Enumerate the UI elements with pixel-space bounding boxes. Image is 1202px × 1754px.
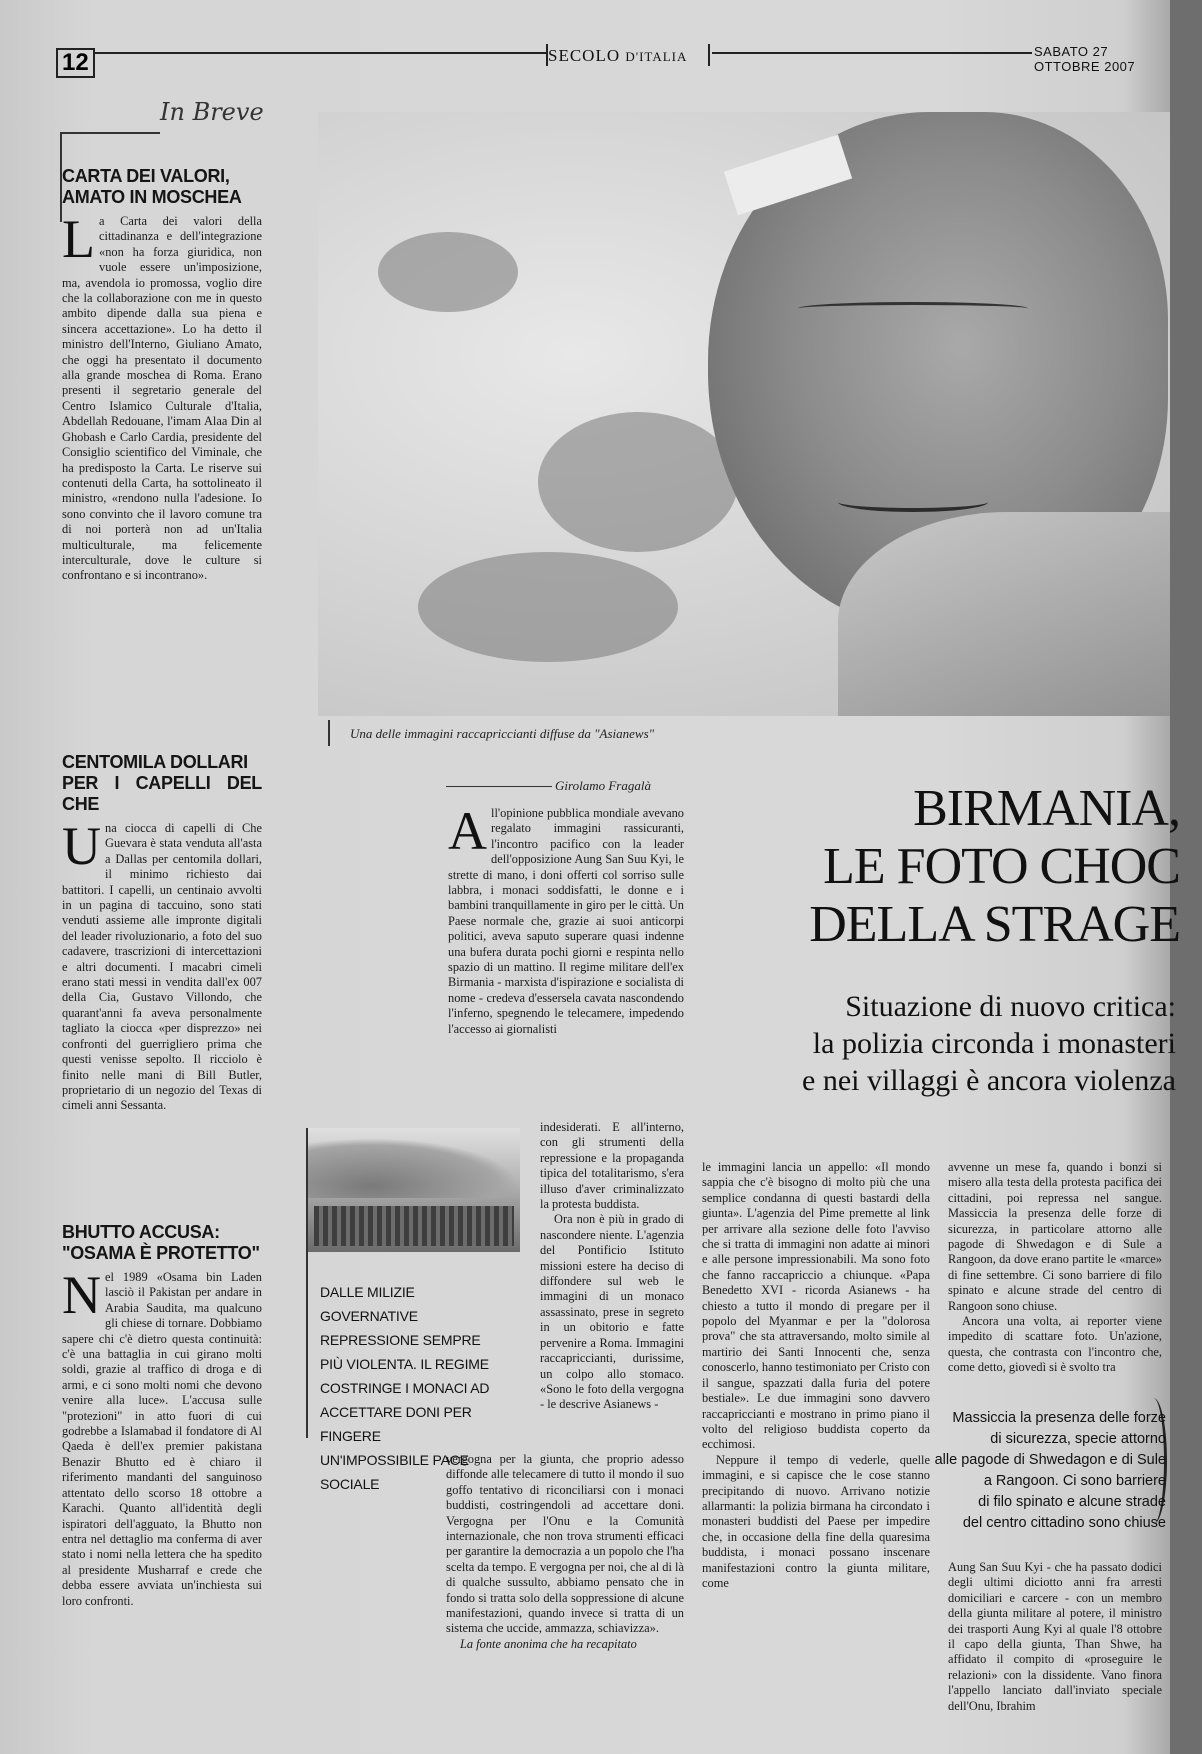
- pull-quote-line: di filo spinato e alcune strade: [978, 1494, 1166, 1510]
- brief-title-line: BHUTTO ACCUSA:: [62, 1222, 220, 1242]
- pull-quote-left: [320, 1280, 516, 1496]
- brief-title-line: AMATO IN MOSCHEA: [62, 187, 242, 207]
- masthead-name: SECOLO: [548, 46, 621, 65]
- header-rule-right: [712, 52, 1032, 54]
- brief-body: [62, 1265, 262, 1609]
- section-label: In Breve: [160, 98, 264, 126]
- article-column-3b: [948, 1560, 1162, 1714]
- headline: [690, 780, 1180, 954]
- photo-shoulder: [838, 512, 1170, 716]
- page-number: 12: [56, 48, 95, 78]
- pull-quote-line: a Rangoon. Ci sono barriere: [983, 1473, 1166, 1489]
- subheadline-line: la polizia circonda i monasteri: [812, 1027, 1176, 1060]
- brief-title: [62, 752, 262, 815]
- pull-quote-line: COSTRINGE I MONACI AD: [320, 1380, 490, 1396]
- pull-quote-line: Massiccia la presenza delle forze: [952, 1410, 1166, 1426]
- photo-trees: [308, 1138, 520, 1198]
- pull-quote-line: alle pagode di Shwedagon e di Sule: [934, 1452, 1166, 1468]
- brief-title-line: PER I CAPELLI DEL CHE: [62, 773, 262, 814]
- header-rule-left: [94, 52, 546, 54]
- brief-text: na ciocca di capelli di Che Guevara è stata venduta all'asta a Dallas per centomila dollari, il minimo richiesto dai battitori. I capelli, un centinaio avvolti in un pagina di taccuino, sono stati venduti assieme alle impronte digitali del leader rivoluzionario, a foto del suo cadavere, trascrizioni di intercettazioni e altri documenti. I macabri cimeli erano stati messi in vendita dall'ex 007 della Cia, Gustavo Villondo, che quarant'anni fa aveva personalmente tagliato la ciocca «per disprezzo» nei confronti del guerrigliero prima che questi venisse sepolto. Il ricciolo è finito nelle mani di Bill Butler, proprietario di un negozio del Texas di cimeli anni Sessanta.: [62, 821, 262, 1113]
- brief-capelli-del-che: [62, 752, 262, 1114]
- article-text: Aung San Suu Kyi - che ha passato dodici degli ultimi diciotto anni fra arresti domiciliari e carcere - con un membro della giunta militare al potere, il ministro dei trasporti Aung Kyi al quale l'8 ottobre il capo della giunta, Than Shwe, ha affidato il compito di «proseguire le relazioni» con la dissidente. Vano finora l'appello lanciato dall'inviato speciale dell'Onu, Ibrahim: [948, 1560, 1162, 1713]
- drop-cap: U: [62, 816, 101, 876]
- photo-caption: Una delle immagini raccapriccianti diffuse da "Asianews": [350, 726, 655, 741]
- brief-title: [62, 1222, 262, 1264]
- drop-cap: A: [448, 801, 487, 861]
- headline-line: BIRMANIA,: [913, 780, 1180, 837]
- main-photo: [318, 112, 1170, 716]
- brief-title-line: CARTA DEI VALORI,: [62, 166, 230, 186]
- subheadline-line: Situazione di nuovo critica:: [845, 990, 1176, 1023]
- headline-line: DELLA STRAGE: [809, 896, 1180, 953]
- issue-date: SABATO 27 OTTOBRE 2007: [1034, 44, 1136, 74]
- article-column-1b: [540, 1120, 684, 1413]
- brief-text: a Carta dei valori della cittadinanza e dell'integrazione «non ha forza giuridica, non vuole essere un'imposizione, ma, avendola io promossa, voglio dire che la collaborazione con me in questo ambito dipende dalla sua piena e sincera accettazione». Lo ha detto il ministro dell'Interno, Giuliano Amato, che oggi ha presentato il documento alla grande moschea di Roma. Erano presenti il segretario generale del Centro Islamico Culturale d'Italia, Abdellah Redouane, l'imam Alaa Din al Ghobash e Carlo Cardia, presidente del Consiglio scientifico del Viminale, che ha predisposto la Carta. Le riserve sui contenuti della Carta, ha sottolineato il ministro, «rendono nulla l'adesione. Io sono convinto che il lavoro comune tra di noi porterà non ad un'Italia multiculturale, ma felicemente interculturale, dove le culture si confrontano e si incontrano».: [62, 214, 262, 583]
- article-column-3: [948, 1160, 1162, 1376]
- article-text: Ancora una volta, ai reporter viene impedito di scattare foto. Un'azione, questa, che contrasta con l'incontro che, come detto, giovedì si è svolto tra: [948, 1314, 1162, 1375]
- brief-title: [62, 166, 262, 208]
- article-column-1a: [448, 801, 684, 1037]
- article-text: Ora non è più in grado di nascondere niente. L'agenzia del Pontificio Istituto missioni estere ha deciso di diffondere sul web le immagini di un monaco assassinato, prese in segreto in un obitorio e fatte pervenire a Roma. Immagini raccapriccianti, durissime, un colpo allo stomaco. «Sono le foto della vergogna - le descrive Asianews -: [540, 1212, 684, 1412]
- byline-rule: [446, 786, 552, 787]
- soldiers-photo: [308, 1128, 520, 1252]
- article-text: vergogna per la giunta, che proprio adesso diffonde alle telecamere di tutto il mondo il suo goffo tentativo di riconciliarsi con i monaci buddisti, costringendoli ad accettare doni. Vergogna per l'Onu e la Comunità internazionale, che non trova strumenti efficaci per garantire la democrazia a un popolo che l'ha scelta da tempo. E vergogna per noi, che al di là di qualche sussulto, abbiamo pensato che in fondo si tratta solo della soppressione di alcune manifestazioni, quando invece si tratta di un sistema che uccide, ammazza, schiavizza».: [446, 1452, 684, 1636]
- drop-cap: L: [62, 209, 95, 269]
- headline-line: LE FOTO CHOC: [823, 838, 1180, 895]
- masthead: [548, 46, 687, 66]
- pull-quote-line: REPRESSIONE SEMPRE: [320, 1332, 481, 1348]
- brief-title-line: "OSAMA È PROTETTO": [62, 1243, 260, 1263]
- article-text: Neppure il tempo di vederle, quelle immagini, e si capisce che le cose stanno precipitando di nuovo. Arrivano notizie allarmanti: la polizia birmana ha circondato i monasteri buddisti del Paese per impedire che, in occasione della fine della quaresima buddista, i monaci possano inscenare manifestazioni contro la giunta militare, come: [702, 1452, 930, 1590]
- brief-bhutto: [62, 1222, 262, 1609]
- pull-quote-line: PIÙ VIOLENTA. IL REGIME: [320, 1356, 489, 1372]
- article-text: La fonte anonima che ha recapitato: [460, 1636, 637, 1651]
- article-text: avvenne un mese fa, quando i bonzi si misero alla testa della protesta pacifica dei cittadini, poi repressa nel sangue. Massiccia la presenza delle forze di sicurezza, in particolare attorno alle pagode di Shwedagon e di Sule a Rangoon, da dove erano partite le «marce» di fine settembre. Ci sono barriere di filo spinato e alcune strade del centro di Rangoon sono chiuse.: [948, 1160, 1162, 1313]
- article-text: ll'opinione pubblica mondiale avevano regalato immagini rassicuranti, l'incontro pacifico con la leader dell'opposizione Aung San Suu Kyi, le strette di mano, i doni offerti col sorriso sulle labbra, i monaci soddisfatti, le donne e i bambini tranquillamente in giro per le città. Un Paese normale che, grazie ai suoi anticorpi politici, aveva saputo superare quasi indenne una bufera durata pochi giorni e respinta nello spazio di un mattino. Il regime militare dell'ex Birmania - marxista d'ispirazione e socialista di nome - credeva d'essersela cavata nascondendo l'inferno, spegnendo le telecamere, impedendo l'accesso ai giornalisti: [448, 806, 684, 1036]
- masthead-name-suffix: D'ITALIA: [625, 49, 688, 64]
- article-text: le immagini lancia un appello: «Il mondo sappia che c'è bisogno di molto più che una semplice condanna di questi bastardi della giunta». L'agenzia del Pime premette al link per arrivare alla sezione delle foto l'avviso che si tratta di immagini non adatte ai minori e alle persone impressionabili. Ma sono foto che fanno raccapriccio a chiunque. «Papa Benedetto XVI - ricorda Asianews - ha chiesto a tutto il mondo di pregare per il popolo del Myanmar e per la "dolorosa prova" che sta attraversando, molto simile al martirio dei Santi Innocenti che, senza conoscerlo, hanno testimoniato per Cristo con il sangue, spazzati dalla furia del potere bestiale». Le due immagini sono davvero raccapriccianti e mostrano in primo piano il volto del religioso buddista coperto da ecchimosi.: [702, 1160, 930, 1452]
- brief-carta-dei-valori: [62, 166, 262, 584]
- photo-shade: [538, 412, 738, 552]
- caption-rule: [328, 720, 330, 746]
- pull-quote-line: di sicurezza, specie attorno: [990, 1431, 1166, 1447]
- pull-quote-line: ACCETTARE DONI PER FINGERE: [320, 1404, 472, 1444]
- brief-body: [62, 209, 262, 584]
- brief-text: el 1989 «Osama bin Laden lasciò il Pakistan per andare in Arabia Saudita, ma qualcuno gli chiese di tornare. Dobbiamo sapere chi c'è dietro questa continuità: c'è una battaglia in cui girano molti soldi, grazie al traffico di droga e di armi, e ci sono molti nomi che devono venire alla luce». L'accusa sulle "protezioni" in atto fuori di cui godrebbe a Islamabad il fondatore di Al Qaeda è dell'ex premier pakistana Benazir Bhutto ed è chiaro il riferimento mandanti del sanguinoso attentato dello scorso 18 ottobre a Karachi. Quanto all'identità degli ispiratori dell'agguato, la Bhutto non entra nel dettaglio ma conferma di aver stato i nomi nella lettera che ha spedito al presidente Musharraf e crede che debba essere avviata un'inchiesta sui loro confronti.: [62, 1270, 262, 1608]
- photo-shade: [378, 232, 518, 312]
- brief-body: [62, 816, 262, 1114]
- photo-eyes: [798, 302, 1028, 315]
- pull-quote-line: DALLE MILIZIE GOVERNATIVE: [320, 1284, 418, 1324]
- brief-title-line: CENTOMILA DOLLARI: [62, 752, 248, 772]
- pull-quote-line: UN'IMPOSSIBILE PACE SOCIALE: [320, 1452, 469, 1492]
- subheadline: [640, 988, 1176, 1099]
- drop-cap: N: [62, 1265, 101, 1325]
- byline: Girolamo Fragalà: [555, 778, 651, 793]
- pull-quote-line: del centro cittadino sono chiuse: [962, 1515, 1166, 1531]
- subheadline-line: e nei villaggi è ancora violenza: [802, 1064, 1176, 1097]
- article-paragraph: [448, 801, 684, 1037]
- photo-shade: [418, 552, 678, 662]
- section-rule: [60, 132, 160, 134]
- pull-quote-right: [880, 1408, 1166, 1534]
- article-text: indesiderati. E all'interno, con gli strumenti della repressione e la propaganda tipica del totalitarismo, s'era illuso d'aver criminalizzato la protesta buddista.: [540, 1120, 684, 1212]
- photo-crowd: [314, 1206, 514, 1246]
- photo-mouth: [838, 492, 988, 512]
